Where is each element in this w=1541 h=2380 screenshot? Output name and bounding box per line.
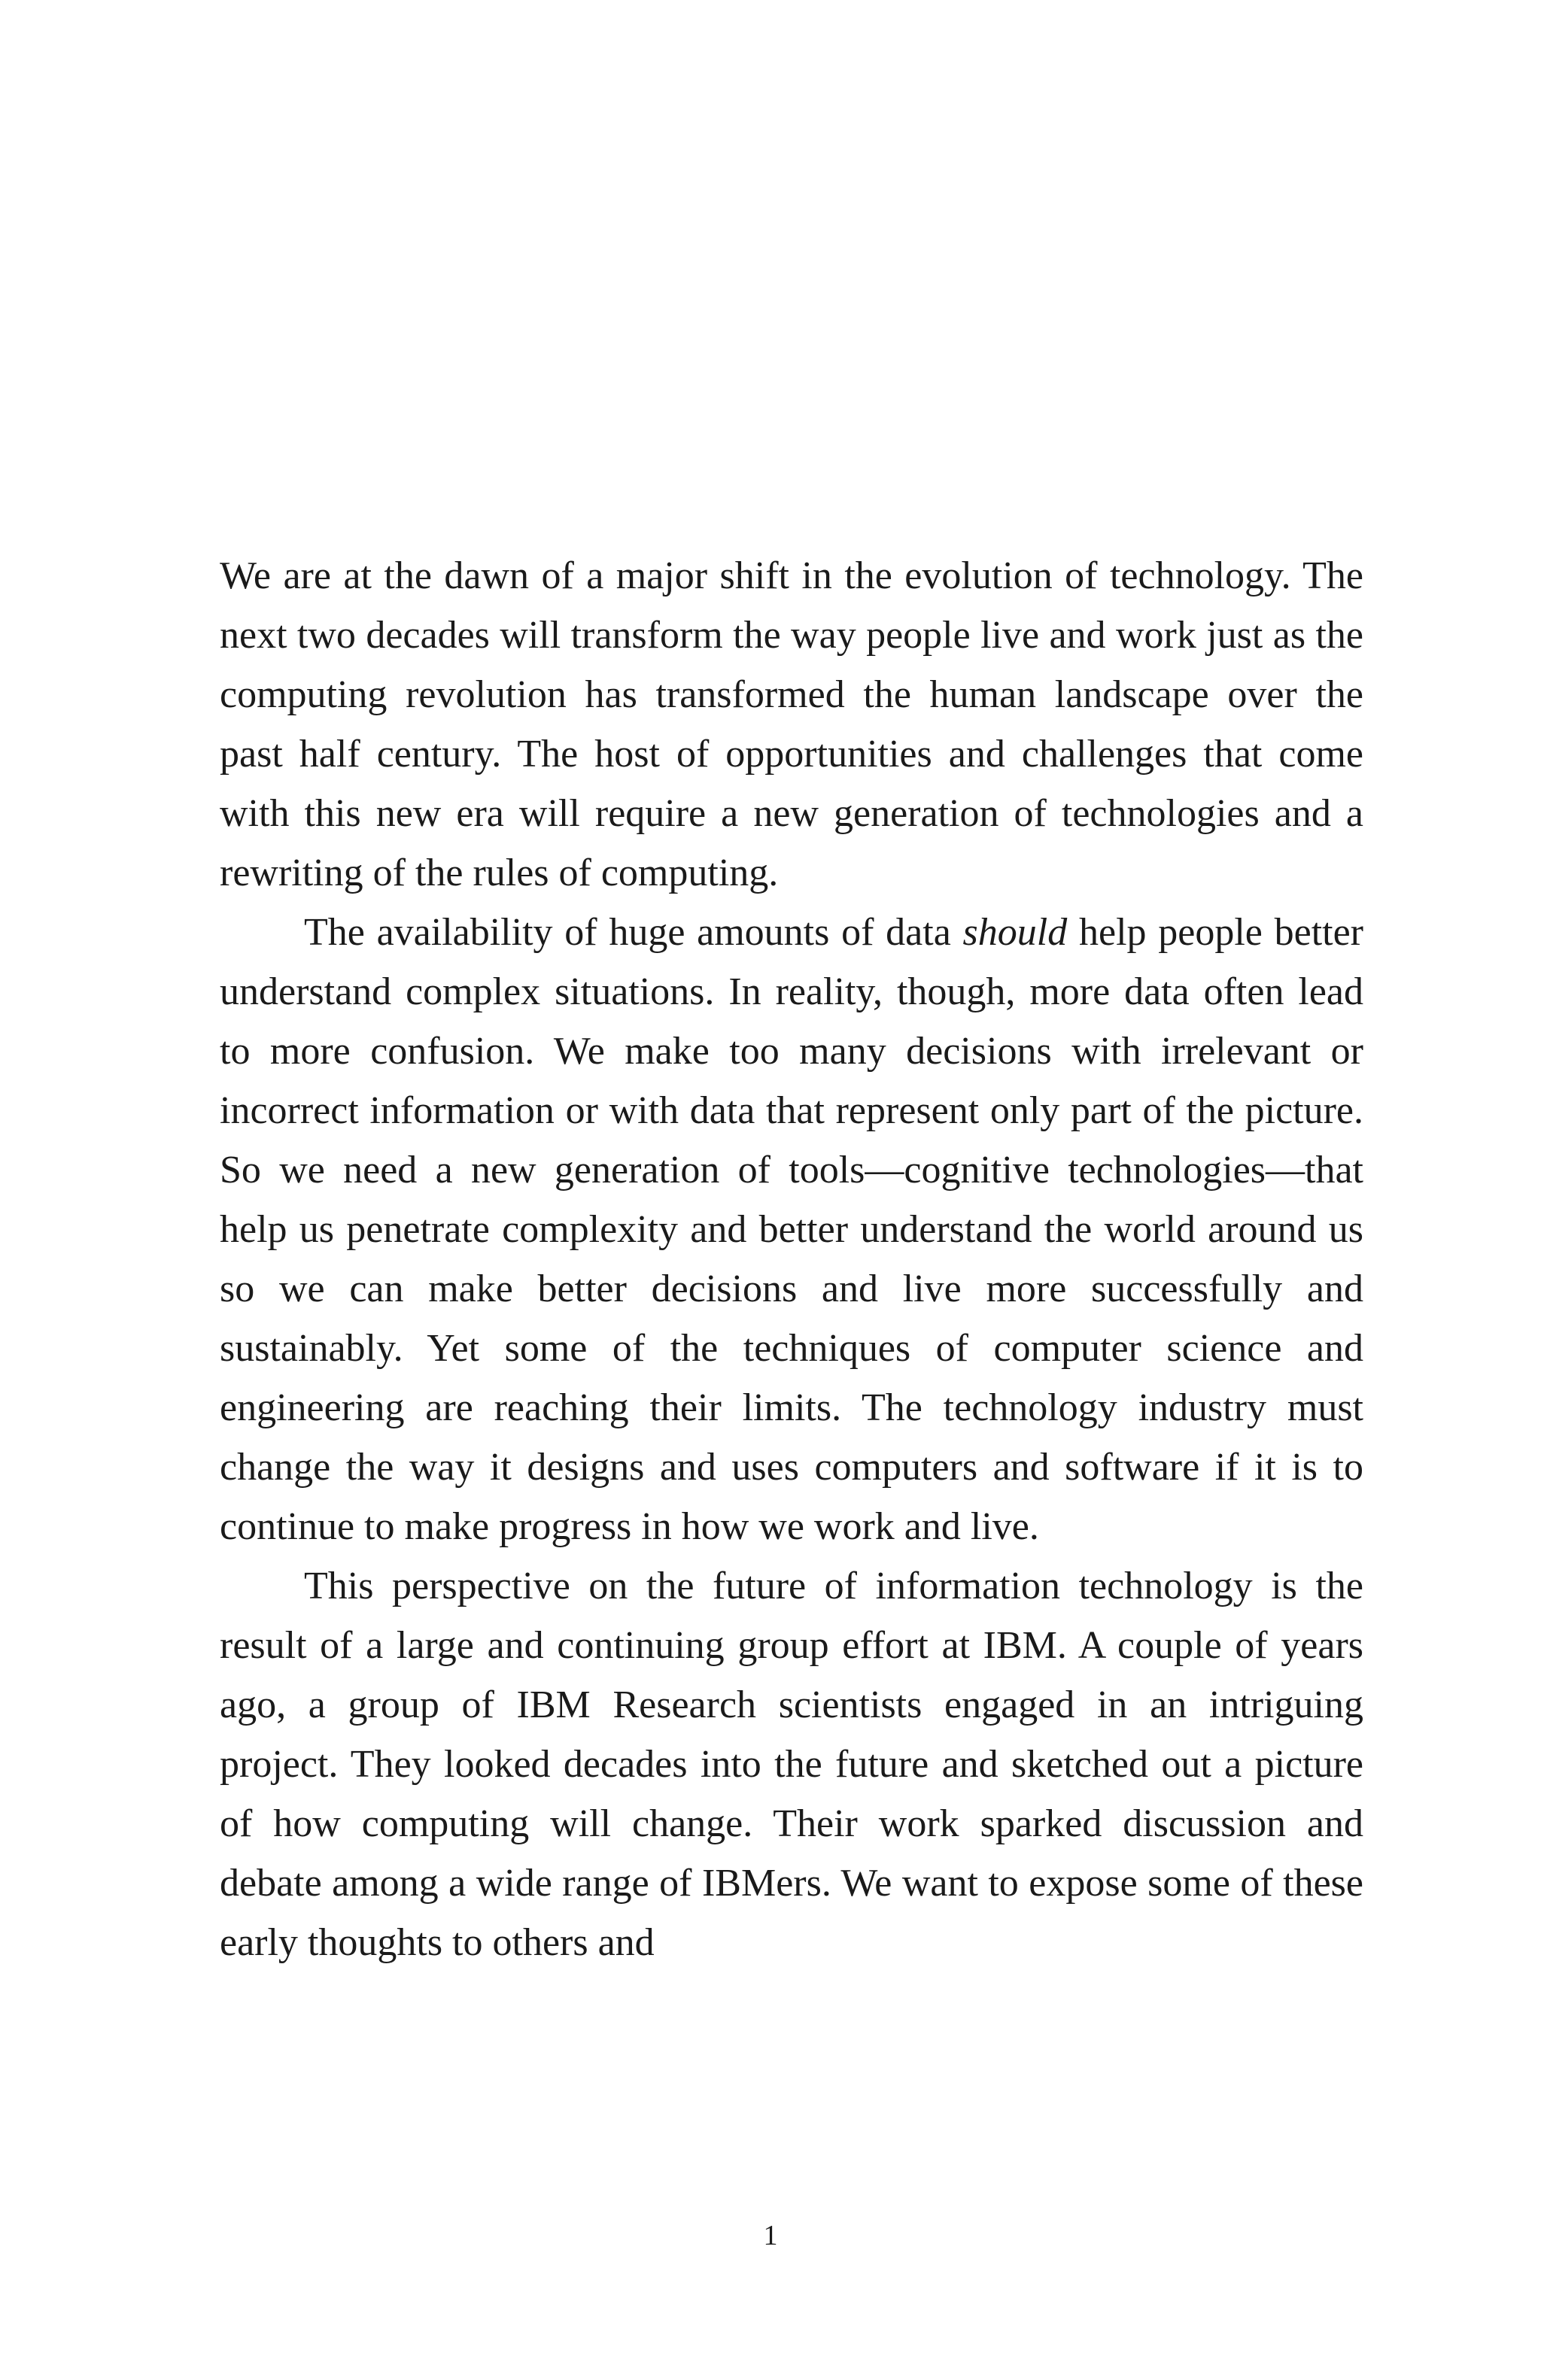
emphasis-should: should — [962, 911, 1068, 954]
paragraph-3-text: This perspective on the future of information technology is the result of a large and continuing group effort at IBM. A couple of years ago, a group of IBM Research scientists engaged in an intriguing project. They looked decades into the future and sketched out a picture of how computing will change. Their work sparked discussion and debate among a wide range of IBMers. We want to expose some of these early thoughts to others and — [220, 1565, 1363, 1964]
paragraph-3 — [220, 1556, 1363, 1972]
paragraph-1 — [220, 546, 1363, 903]
paragraph-2-text-start: The availability of huge amounts of data — [304, 911, 963, 954]
page-number: 1 — [763, 2220, 778, 2251]
paragraph-2 — [220, 903, 1363, 1556]
paragraph-1-text: We are at the dawn of a major shift in the evolution of technology. The next two decades will transform the way people live and work just as the computing revolution has transformed the human landscape over the past half century. The host of opportunities and challenges that come with this new era will require a new generation of technologies and a rewriting of the rules of computing. — [220, 554, 1363, 894]
body-text — [220, 546, 1363, 1972]
paragraph-2-text-end: help people better understand complex situations. In reality, though, more data often lead to more confusion. We make too many decisions with irrelevant or incorrect information or with data that represent only part of the picture. So we need a new generation of tools—cognitive technologies—that help us penetrate complexity and better understand the world around us so we can make better decisions and live more successfully and sustainably. Yet some of the techniques of computer science and engineering are reaching their limits. The technology industry must change the way it designs and uses computers and software if it is to continue to make progress in how we work and live. — [220, 911, 1363, 1548]
